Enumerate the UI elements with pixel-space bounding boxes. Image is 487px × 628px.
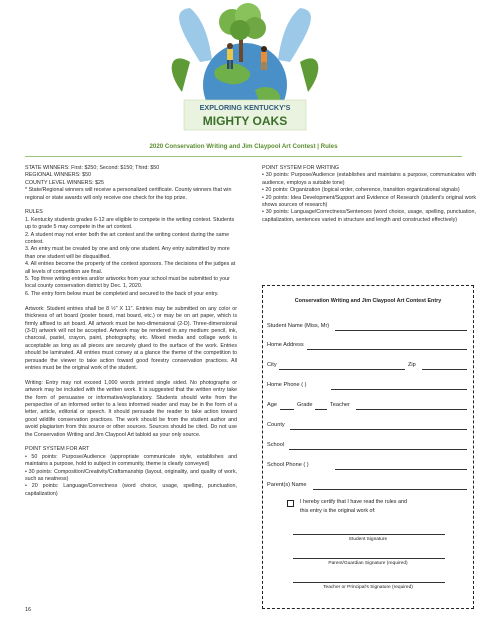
school-phone-label: School Phone ( ) [267, 462, 309, 468]
school-field[interactable] [289, 449, 467, 450]
rule-item: 4. All entries become the property of the contest sponsors. The decisions of the judges at all levels of competition are final. [25, 261, 236, 275]
student-name-label: Student Name (Miss, Mr) [267, 323, 330, 329]
logo-banner [184, 100, 306, 130]
prize-regional: REGIONAL WINNERS: $50 [25, 172, 92, 179]
writing-paragraph: Writing: Entry may not exceed 1,000 words printed single sided. No photographs or artwork may be included with the written work. It is suggested that the written entry take the form of persuasive or informative/explanatory. Students should write from the perspective of an informed writer to a less informed reader and may be in the form of a letter, article, editorial or speech. It should persuade the reader to take action toward good wildlife conservation practices. The work should be from the student author and avoid plagiarism from this source or other sources. Sources should be cited. Do not use the Conservation Writing and Jim Claypool Art tabloid as your only source. [25, 379, 237, 438]
home-phone-field[interactable] [331, 389, 467, 390]
divider [25, 156, 462, 157]
zip-label: Zip [408, 362, 416, 368]
certify-text-line1: I hereby certify that I have read the rules and [300, 499, 407, 505]
parents-name-field[interactable] [313, 489, 467, 490]
header-illustration [160, 0, 330, 132]
teacher-label: Teacher [330, 402, 350, 408]
teacher-signature-label: Teacher or Principal's Signature (required) [323, 585, 413, 590]
page-number: 16 [25, 607, 31, 613]
art-points-heading: POINT SYSTEM FOR ART [25, 446, 90, 453]
checkbox-icon[interactable] [287, 500, 294, 507]
parent-signature-field[interactable] [293, 558, 445, 559]
entry-form-title: Conservation Writing and Jim Claypool Art Contest Entry [294, 298, 442, 304]
svg-text:MIGHTY OAKS: MIGHTY OAKS [202, 114, 288, 128]
rule-item: 2. A student may not enter both the art contest and the writing contest during the same contest. [25, 231, 230, 246]
rule-item: 1. Kentucky students grades 6-12 are eligible to compete in the writing contest. Students up to grade 5 may compete in the art contest. [25, 216, 235, 231]
school-phone-field[interactable] [335, 469, 467, 470]
writing-point-item: • 30 points: Language/Correctness/Sentences (word choice, usage, spelling, punctuation, capitalization, sentences varied in structure and length and constructed effectively) [262, 209, 476, 223]
student-signature-label: Student Signature [348, 537, 388, 542]
prize-county: COUNTY LEVEL WINNERS: $25 [25, 179, 104, 186]
certify-text-line2: this entry is the original work of: [300, 508, 376, 514]
county-field[interactable] [290, 429, 467, 430]
student-name-field[interactable] [335, 330, 467, 331]
writing-point-item: • 20 points: Idea Development/Support and Evidence of Research (student's original work shows sources of research) [262, 194, 476, 209]
artwork-paragraph: Artwork: Student entries shall be 8 ½" X 11". Entries may be submitted on any color or thickness of art board (poster board, mat board, etc.) or may be on art paper, which is firmly affixed to art board. All artwork must be two-dimensional (2-D). Three-dimensional (3-D) artwork will not be accepted. Artwork may be rendered in any medium: pencil, ink, charcoal, pastel, crayon, paint, photography, etc. Mixed media and collage work is acceptable as long as all pieces are securely glued to the surface of the work. Entries should be laminated. All entries must convey at a glance the theme of the competition to persuade the viewer to take action toward good forestry conservation practices. All entries must be the original work of the student. [25, 305, 237, 371]
county-label: County [267, 422, 285, 428]
city-field[interactable] [279, 369, 405, 370]
zip-field[interactable] [422, 369, 467, 370]
page-subtitle: 2020 Conservation Writing and Jim Claypool Art Contest | Rules [149, 143, 338, 150]
left-column [25, 165, 237, 498]
writing-point-item: • 30 points: Purpose/Audience (establishes and maintains a purpose, communicates with audience, employs a suitable tone) [262, 172, 476, 186]
home-phone-label: Home Phone ( ) [267, 382, 307, 388]
student-signature-field[interactable] [293, 534, 445, 535]
prize-state: STATE WINNERS: First: $250; Second: $150; Third: $50 [25, 165, 160, 171]
art-point-item: • 50 points: Purpose/Audience (appropriate communicate style, establishes and maintains a purpose, hold to subject in community, theme is clearly conveyed) [25, 453, 237, 468]
home-address-field[interactable] [307, 349, 467, 350]
entry-form [262, 285, 474, 609]
art-point-item: • 20 points: Language/Correctness (word choice, usage, spelling, punctuation, capitalization) [25, 483, 237, 497]
city-label: City [267, 362, 277, 368]
age-label: Age [267, 402, 277, 408]
home-address-label: Home Address [267, 342, 304, 348]
writing-point-item: • 20 points: Organization (logical order, coherence, transition organizational signals) [262, 187, 460, 194]
teacher-signature-field[interactable] [293, 582, 445, 583]
parent-signature-label: Parent/Guardian Signature (required) [328, 561, 408, 566]
prize-note: * State/Regional winners will receive a personalized certificate. County winners that win regional or state awards will only receive one check for the top prize. [25, 187, 232, 201]
right-column [262, 165, 476, 224]
rules-heading: RULES [25, 209, 43, 216]
grade-label: Grade [297, 402, 313, 408]
teacher-field[interactable] [356, 409, 467, 410]
art-point-item: • 30 points: Composition/Creativity/Craftsmanship (layout, originality, and quality of work, such as neatness) [25, 468, 237, 482]
rule-item: 5. Top three writing entries and/or artworks from your school must be submitted to your local county conservation district by Dec. 1, 2020. [25, 276, 230, 290]
rule-item: 3. An entry must be created by one and only one student. Any entry submitted by more than one student will be disqualified. [25, 246, 230, 260]
rule-item: 6. The entry form below must be completed and secured to the back of your entry. [25, 290, 219, 297]
school-label: School [267, 442, 285, 448]
parents-name-label: Parent(s) Name [267, 482, 307, 488]
grade-field[interactable] [315, 409, 327, 410]
writing-points-heading: POINT SYSTEM FOR WRITING [262, 165, 340, 171]
svg-text:EXPLORING KENTUCKY'S: EXPLORING KENTUCKY'S [199, 103, 291, 112]
age-field[interactable] [280, 409, 294, 410]
